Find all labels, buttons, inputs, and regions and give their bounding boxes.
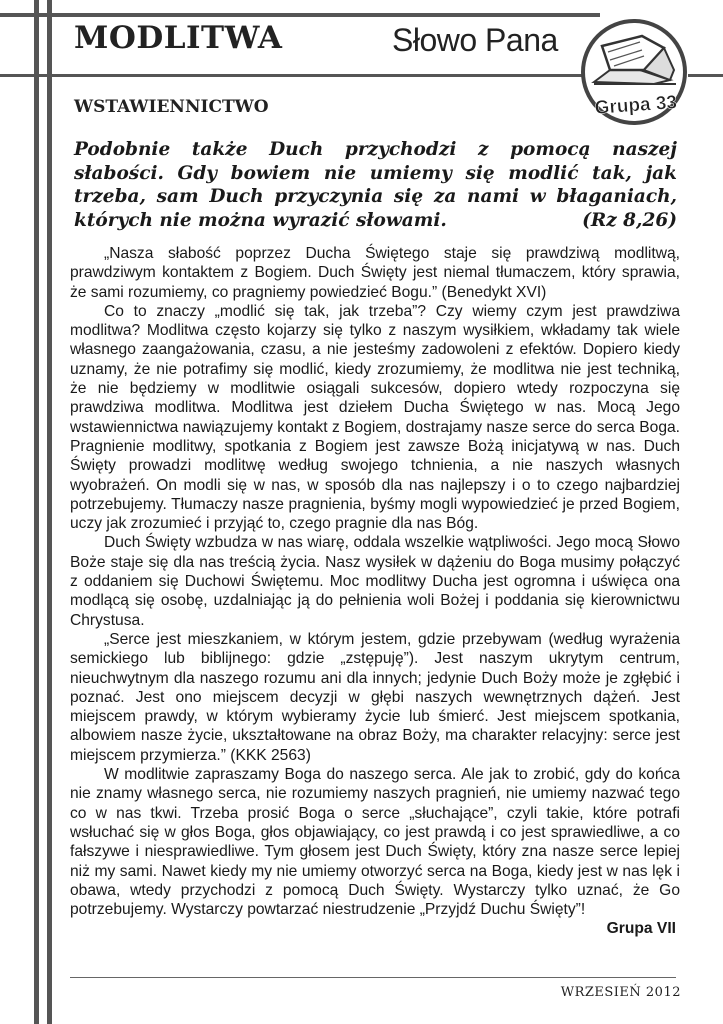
header-top-rule — [0, 13, 600, 17]
footer-rule — [70, 977, 676, 978]
author-signature: Grupa VII — [606, 920, 676, 938]
scripture-text: Podobnie także Duch przychodzi z pomocą naszej słabości. Gdy bowiem nie umiemy się modlić tak, jak trzeba, sam Duch przyczynia się za nami w błaganiach, których nie można wyrazić słowami. — [74, 139, 677, 231]
grupa-logo — [580, 18, 688, 126]
issue-date: WRZESIEŃ 2012 — [560, 985, 681, 1000]
section-title: WSTAWIENNICTWO — [74, 97, 269, 117]
scripture-reference: (Rz 8,26) — [582, 209, 677, 231]
paragraph: „Nasza słabość poprzez Ducha Świętego staje się prawdziwą modlitwą, prawdziwym kontaktem z Bogiem. Duch Święty jest niemal tłumaczem, który sprawia, że sami rozumiemy, co pragniemy powiedzieć Bogu.” (Benedykt XVI) — [70, 245, 680, 301]
article-body — [70, 244, 680, 939]
scripture-quote — [74, 138, 677, 232]
paragraph: W modlitwie zapraszamy Boga do naszego serca. Ale jak to zrobić, gdy do końca nie znamy własnego serca, nie rozumiemy naszych pragnień, nie umiemy nazwać tego co w nas tkwi. Trzeba prosić Boga o serce „słuchające”, czyli takie, które potrafi wsłuchać się w głos Boga, głos objawiający, co jest prawdą i co jest sprawiedliwe, a co fałszywe i niesprawiedliwe. Tym głosem jest Duch Święty, który zna nasze serce lepiej niż my sami. Nawet kiedy my nie umiemy otworzyć serca na Boga, kiedy jest w nas lęk i obawa, wtedy przychodzi z pomocą Duch Święty. Wystarczy tylko uznać, że Go potrzebujemy. Wystarczy powtarzać niestrudzenie „Przyjdź Duchu Święty”! — [70, 766, 680, 919]
left-border-line-outer — [34, 0, 39, 1024]
magazine-subtitle: Słowo Pana — [392, 22, 558, 58]
paragraph: Duch Święty wzbudza w nas wiarę, oddala wszelkie wątpliwości. Jego mocą Słowo Boże staje się dla nas treścią życia. Nasz wysiłek w dążeniu do Boga musimy połączyć z oddaniem się Duchowi Świętemu. Moc modlitwy Ducha jest ogromna i uświęca ona modlącą się osobę, uzdalniając ją do pełnienia woli Bożej i poddania się kierownictwu Chrystusa. — [70, 534, 680, 629]
logo-text: Grupa 33 — [594, 92, 678, 119]
magazine-title: MODLITWA — [74, 20, 283, 56]
header-right-rule — [688, 74, 723, 77]
paragraph: „Serce jest mieszkaniem, w którym jestem, gdzie przebywam (według wyrażenia semickiego lub biblijnego: gdzie „zstępuję”). Jest naszym ukrytym centrum, nieuchwytnym dla naszego rozumu ani dla innych; jedynie Duch Boży może je zgłębić i poznać. Jest ono miejscem decyzji w głębi naszych wewnętrznych dążeń. Jest miejscem prawdy, w którym wybieramy życie lub śmierć. Jest miejscem spotkania, albowiem nasze życie, ukształtowane na obraz Boży, ma charakter relacyjny: serce jest miejscem przymierza.” (KKK 2563) — [70, 630, 680, 764]
header-bottom-rule — [0, 74, 590, 77]
paragraph-last — [70, 765, 680, 938]
left-border-line-inner — [47, 0, 52, 1024]
paragraph: Co to znaczy „modlić się tak, jak trzeba”? Czy wiemy czym jest prawdziwa modlitwa? Modlitwa często kojarzy się tylko z naszym wysiłkiem, wkładamy tak wiele własnego zaangażowania, czasu, a nie jesteśmy zadowoleni z efektów. Dopiero kiedy uznamy, że nie potrafimy się modlić, kiedy zrozumiemy, że modlitwa nie jest techniką, że nie będziemy w modlitwie osiągali sukcesów, dopiero wtedy rozpoczyna się prawdziwa modlitwa. Modlitwa jest dziełem Ducha Świętego w nas. Mocą Jego wstawiennictwa nawiązujemy kontakt z Bogiem, dostrajamy nasze serce do serca Boga. Pragnienie modlitwy, spotkania z Bogiem jest zawsze Bożą inicjatywą w nas. Duch Święty prowadzi modlitwę według swojego tchnienia, a nie naszych własnych wyobrażeń. On modli się w nas, w sposób dla nas najlepszy i o to czego najbardziej potrzebujemy. Tłumaczy nasze pragnienia, byśmy mogli wypowiedzieć je przed Bogiem, uczy jak zrozumieć i przyjąć to, czego pragnie dla nas Bóg. — [70, 302, 680, 533]
